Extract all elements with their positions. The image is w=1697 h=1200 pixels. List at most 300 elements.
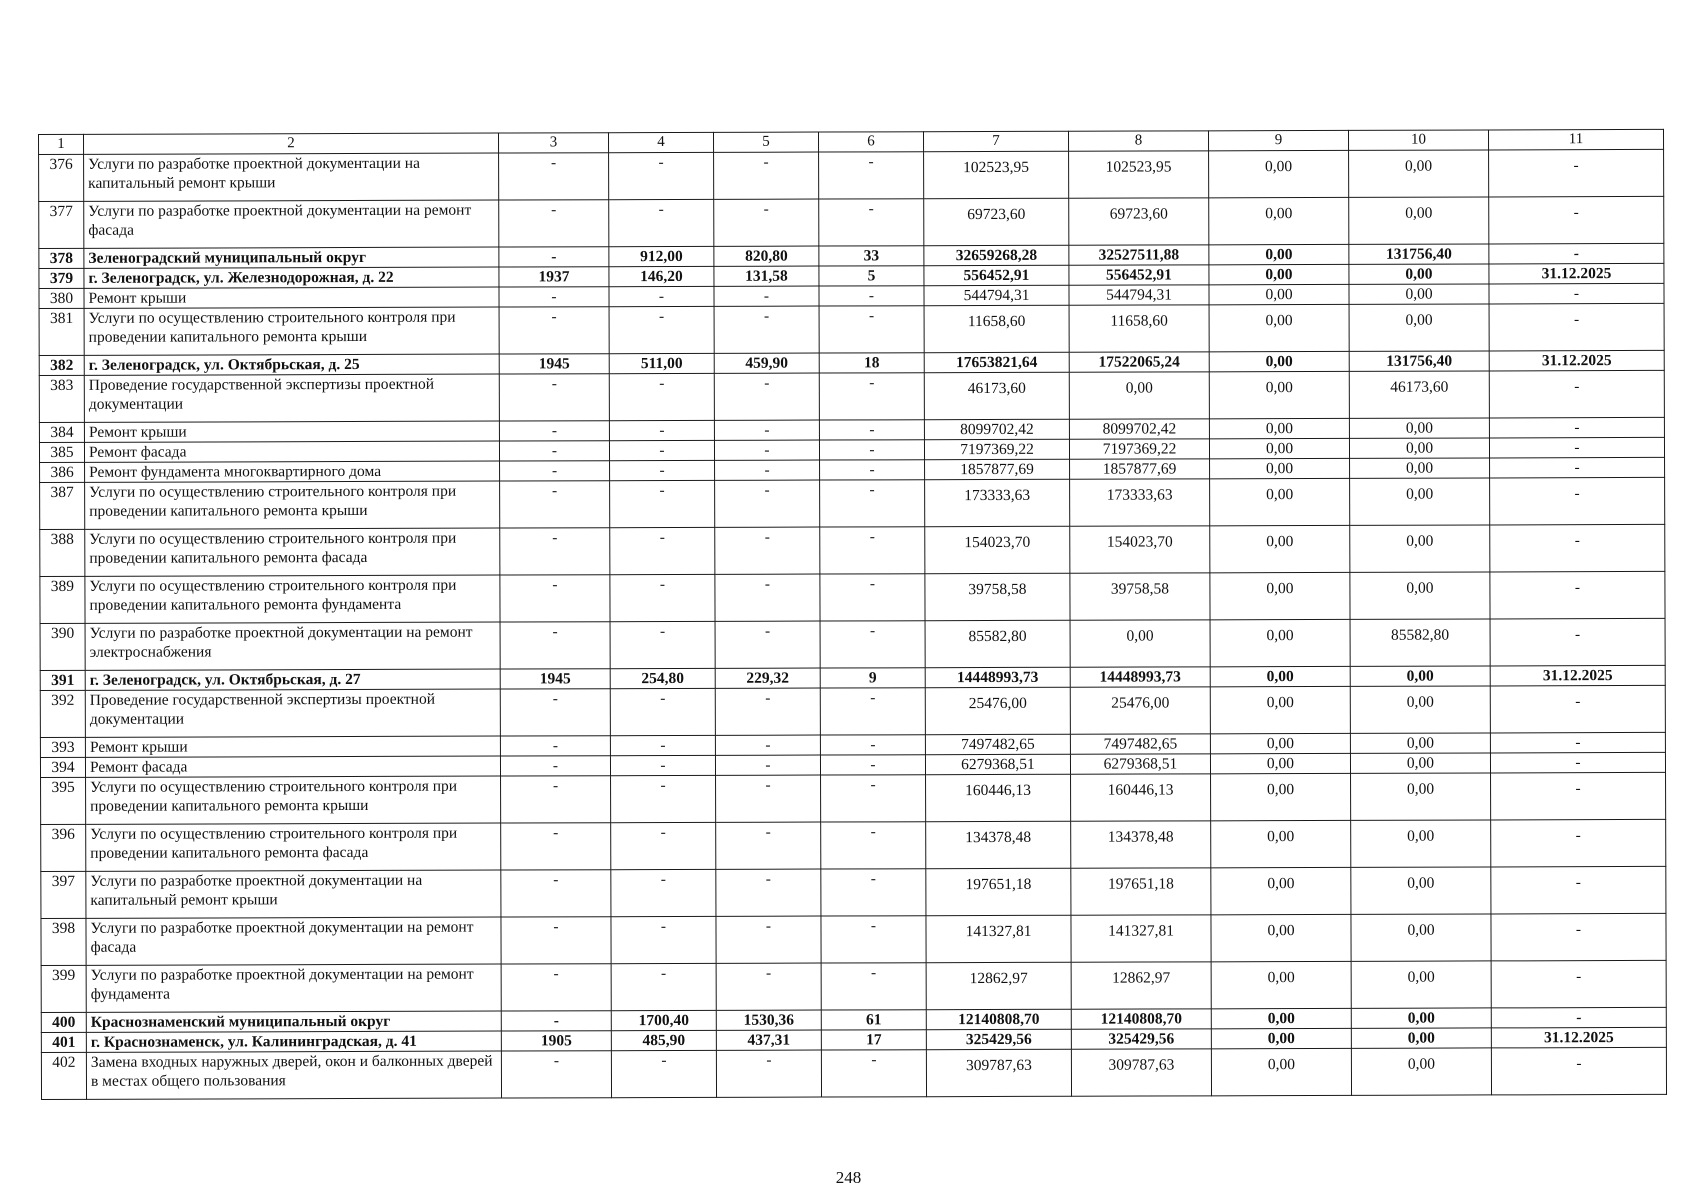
work-name: Ремонт фундамента многоквартирного дома (85, 461, 500, 482)
deadline-cell: - (1489, 149, 1664, 197)
residents-cell: - (820, 460, 925, 480)
work-name: Услуги по разработке проектной документации на капитальный ремонт крыши (84, 153, 499, 201)
table-row (40, 524, 1665, 576)
cost-fund-cell: 197651,18 (1071, 868, 1211, 915)
work-name: Краснознаменский муниципальный округ (86, 1011, 501, 1032)
cost-fund-cell: 173333,63 (1070, 479, 1210, 526)
row-number: 397 (41, 871, 86, 918)
deadline-cell: - (1490, 732, 1665, 753)
cost-budget-cell: 0,00 (1211, 914, 1351, 961)
cost-total-cell: 25476,00 (925, 687, 1070, 734)
year-cell: - (499, 441, 609, 461)
table-row (40, 685, 1665, 737)
cost-total-cell: 39758,58 (925, 573, 1070, 620)
cost-budget-cell: 0,00 (1211, 1048, 1351, 1095)
cost-fund-cell: 309787,63 (1071, 1049, 1211, 1096)
area-total-cell: - (609, 420, 714, 440)
deadline-cell: - (1491, 1007, 1666, 1028)
cost-budget-cell: 0,00 (1211, 867, 1351, 914)
row-number: 401 (41, 1032, 86, 1052)
header-cell: 2 (84, 133, 499, 154)
cost-fund-cell: 12140808,70 (1071, 1009, 1211, 1029)
deadline-cell: - (1491, 1047, 1666, 1095)
area-total-cell: - (611, 1050, 716, 1097)
cost-fund-cell: 7497482,65 (1070, 734, 1210, 754)
work-name: Проведение государственной экспертизы проектной документации (85, 689, 500, 737)
residents-cell: - (821, 963, 926, 1010)
row-number: 379 (39, 268, 84, 288)
area-living-cell: - (714, 420, 819, 440)
header-cell: 5 (713, 132, 818, 152)
cost-fund-cell: 6279368,51 (1070, 754, 1210, 774)
table-row (41, 772, 1666, 824)
year-cell: - (501, 870, 611, 917)
deadline-cell: - (1491, 913, 1666, 961)
cost-total-cell: 14448993,73 (925, 667, 1070, 687)
table-row (39, 370, 1664, 422)
year-cell: - (500, 575, 610, 622)
cost-budget-cell: 0,00 (1211, 820, 1351, 867)
row-number: 399 (41, 965, 86, 1012)
year-cell: - (499, 153, 609, 200)
cost-fund-cell: 7197369,22 (1069, 439, 1209, 459)
deadline-cell: - (1489, 283, 1664, 304)
cost-total-cell: 154023,70 (925, 526, 1070, 573)
cost-owners-cell: 0,00 (1350, 525, 1490, 572)
table-row (40, 618, 1665, 670)
area-total-cell: - (609, 286, 714, 306)
deadline-cell: 31.12.2025 (1489, 350, 1664, 371)
deadline-cell: - (1489, 417, 1664, 438)
row-number: 391 (40, 670, 85, 690)
area-total-cell: - (611, 963, 716, 1010)
deadline-cell: - (1491, 960, 1666, 1008)
work-name: Услуги по осуществлению строительного контроля при проведении капитального ремонта крыши (85, 481, 500, 529)
area-living-cell: 131,58 (714, 266, 819, 286)
deadline-cell: - (1491, 819, 1666, 867)
residents-cell: - (820, 621, 925, 668)
area-living-cell: - (716, 963, 821, 1010)
area-living-cell: - (715, 574, 820, 621)
cost-budget-cell: 0,00 (1209, 351, 1349, 371)
deadline-cell: - (1489, 370, 1664, 418)
area-living-cell: - (716, 916, 821, 963)
area-living-cell: - (716, 822, 821, 869)
year-cell: 1937 (499, 267, 609, 287)
cost-total-cell: 7197369,22 (924, 439, 1069, 459)
header-cell: 9 (1208, 130, 1348, 150)
residents-cell: - (819, 306, 924, 353)
area-living-cell: - (714, 199, 819, 246)
deadline-cell: - (1490, 571, 1665, 619)
cost-budget-cell: 0,00 (1211, 1028, 1351, 1048)
residents-cell: - (820, 527, 925, 574)
cost-budget-cell: 0,00 (1210, 572, 1350, 619)
area-living-cell: - (716, 775, 821, 822)
year-cell: 1945 (500, 669, 610, 689)
cost-fund-cell: 32527511,88 (1069, 245, 1209, 265)
work-name: Услуги по разработке проектной документации на ремонт электроснабжения (85, 622, 500, 670)
cost-fund-cell: 325429,56 (1071, 1029, 1211, 1049)
cost-owners-cell: 0,00 (1349, 197, 1489, 244)
table-row (41, 913, 1666, 965)
cost-total-cell: 85582,80 (925, 620, 1070, 667)
year-cell: - (499, 247, 609, 267)
cost-fund-cell: 134378,48 (1071, 821, 1211, 868)
header-cell: 10 (1348, 130, 1488, 150)
residents-cell: - (820, 735, 925, 755)
area-total-cell: - (609, 440, 714, 460)
deadline-cell: - (1490, 457, 1665, 478)
area-total-cell: 912,00 (609, 246, 714, 266)
cost-fund-cell: 69723,60 (1069, 198, 1209, 245)
work-name: Услуги по осуществлению строительного контроля при проведении капитального ремонта фундамента (85, 575, 500, 623)
work-name: Услуги по осуществлению строительного контроля при проведении капитального ремонта фасада (85, 528, 500, 576)
area-living-cell: - (714, 440, 819, 460)
cost-fund-cell: 12862,97 (1071, 962, 1211, 1009)
cost-fund-cell: 14448993,73 (1070, 667, 1210, 687)
area-living-cell: - (715, 527, 820, 574)
work-name: Зеленоградский муниципальный округ (84, 247, 499, 268)
table-row (41, 819, 1666, 871)
work-name: Проведение государственной экспертизы проектной документации (84, 374, 499, 422)
year-cell: - (499, 374, 609, 421)
cost-total-cell: 32659268,28 (924, 245, 1069, 265)
work-name: Услуги по разработке проектной документации на ремонт фасада (86, 917, 501, 965)
year-cell: - (499, 307, 609, 354)
area-total-cell: - (609, 306, 714, 353)
area-total-cell: - (610, 460, 715, 480)
area-living-cell: - (714, 286, 819, 306)
year-cell: - (501, 823, 611, 870)
year-cell: - (500, 756, 610, 776)
cost-fund-cell: 17522065,24 (1069, 352, 1209, 372)
residents-cell: 61 (821, 1010, 926, 1030)
residents-cell: - (819, 420, 924, 440)
cost-fund-cell: 1857877,69 (1070, 459, 1210, 479)
cost-fund-cell: 0,00 (1070, 620, 1210, 667)
work-name: Услуги по осуществлению строительного контроля при проведении капитального ремонта фасада (86, 823, 501, 871)
residents-cell: 17 (821, 1030, 926, 1050)
area-living-cell: - (714, 306, 819, 353)
year-cell: - (500, 736, 610, 756)
deadline-cell: - (1490, 685, 1665, 733)
cost-budget-cell: 0,00 (1211, 773, 1351, 820)
residents-cell: - (819, 286, 924, 306)
work-name: г. Краснознаменск, ул. Калининградская, д. 41 (86, 1031, 501, 1052)
residents-cell: - (821, 916, 926, 963)
table-row (40, 477, 1665, 529)
row-number: 382 (39, 355, 84, 375)
residents-cell: - (821, 822, 926, 869)
cost-total-cell: 12862,97 (926, 962, 1071, 1009)
row-number: 386 (40, 462, 85, 482)
cost-fund-cell: 8099702,42 (1069, 419, 1209, 439)
row-number: 400 (41, 1012, 86, 1032)
cost-total-cell: 197651,18 (926, 868, 1071, 915)
residents-cell: 9 (820, 668, 925, 688)
work-name: г. Зеленоградск, ул. Железнодорожная, д. 22 (84, 267, 499, 288)
residents-cell: - (820, 688, 925, 735)
header-cell: 11 (1488, 129, 1663, 150)
year-cell: - (501, 964, 611, 1011)
cost-budget-cell: 0,00 (1210, 525, 1350, 572)
area-living-cell: 437,31 (716, 1030, 821, 1050)
work-name: Услуги по разработке проектной документации на капитальный ремонт крыши (86, 870, 501, 918)
cost-total-cell: 12140808,70 (926, 1009, 1071, 1029)
area-living-cell: - (716, 1050, 821, 1097)
cost-total-cell: 173333,63 (925, 479, 1070, 526)
cost-budget-cell: 0,00 (1210, 753, 1350, 773)
cost-owners-cell: 0,00 (1350, 478, 1490, 525)
residents-cell: - (820, 480, 925, 527)
year-cell: - (499, 421, 609, 441)
residents-cell: - (821, 1050, 926, 1097)
area-total-cell: - (610, 574, 715, 621)
cost-budget-cell: 0,00 (1209, 418, 1349, 438)
row-number: 381 (39, 308, 84, 355)
area-living-cell: - (715, 460, 820, 480)
page-number: 248 (835, 1168, 862, 1187)
cost-budget-cell: 0,00 (1209, 197, 1349, 244)
area-total-cell: - (609, 152, 714, 199)
cost-total-cell: 544794,31 (924, 285, 1069, 305)
table-row (41, 866, 1666, 918)
cost-total-cell: 1857877,69 (925, 459, 1070, 479)
cost-owners-cell: 131756,40 (1349, 244, 1489, 264)
header-cell: 8 (1068, 131, 1208, 151)
year-cell: - (501, 1051, 611, 1098)
cost-total-cell: 8099702,42 (924, 419, 1069, 439)
cost-budget-cell: 0,00 (1209, 371, 1349, 418)
area-total-cell: - (611, 916, 716, 963)
header-cell: 6 (818, 132, 923, 152)
row-number: 383 (39, 375, 84, 422)
area-total-cell: - (610, 755, 715, 775)
deadline-cell: - (1491, 866, 1666, 914)
area-living-cell: - (715, 621, 820, 668)
residents-cell: 33 (819, 246, 924, 266)
work-name: Услуги по осуществлению строительного контроля при проведении капитального ремонта крыши (84, 307, 499, 355)
year-cell: - (500, 622, 610, 669)
cost-budget-cell: 0,00 (1210, 666, 1350, 686)
row-number: 378 (39, 248, 84, 268)
residents-cell: - (819, 152, 924, 199)
cost-owners-cell: 0,00 (1351, 773, 1491, 820)
cost-owners-cell: 0,00 (1350, 572, 1490, 619)
row-number: 398 (41, 918, 86, 965)
deadline-cell: 31.12.2025 (1489, 263, 1664, 284)
row-number: 385 (39, 442, 84, 462)
cost-total-cell: 141327,81 (926, 915, 1071, 962)
cost-owners-cell: 0,00 (1349, 304, 1489, 351)
cost-budget-cell: 0,00 (1210, 458, 1350, 478)
cost-budget-cell: 0,00 (1209, 264, 1349, 284)
row-number: 394 (40, 757, 85, 777)
area-living-cell: - (715, 735, 820, 755)
row-number: 396 (41, 824, 86, 871)
work-name: Замена входных наружных дверей, окон и балконных дверей в местах общего пользования (86, 1051, 501, 1099)
row-number: 393 (40, 737, 85, 757)
table-row (40, 571, 1665, 623)
cost-total-cell: 46173,60 (924, 372, 1069, 419)
cost-owners-cell: 0,00 (1351, 1008, 1491, 1028)
cost-fund-cell: 0,00 (1069, 372, 1209, 419)
residents-cell: - (821, 869, 926, 916)
table-row (39, 303, 1664, 355)
year-cell: - (500, 461, 610, 481)
area-living-cell: - (714, 373, 819, 420)
deadline-cell: - (1490, 618, 1665, 666)
area-living-cell: 229,32 (715, 668, 820, 688)
row-number: 384 (39, 422, 84, 442)
work-name: Ремонт фасада (85, 756, 500, 777)
cost-total-cell: 7497482,65 (925, 734, 1070, 754)
cost-budget-cell: 0,00 (1211, 1008, 1351, 1028)
area-living-cell: - (715, 755, 820, 775)
area-total-cell: 1700,40 (611, 1010, 716, 1030)
cost-owners-cell: 0,00 (1350, 686, 1490, 733)
cost-fund-cell: 556452,91 (1069, 265, 1209, 285)
cost-fund-cell: 544794,31 (1069, 285, 1209, 305)
deadline-cell: 31.12.2025 (1491, 1027, 1666, 1048)
cost-owners-cell: 0,00 (1351, 867, 1491, 914)
deadline-cell: - (1489, 243, 1664, 264)
deadline-cell: - (1490, 477, 1665, 525)
cost-owners-cell: 131756,40 (1349, 351, 1489, 371)
work-name: Ремонт крыши (84, 287, 499, 308)
area-total-cell: - (610, 621, 715, 668)
row-number: 377 (39, 201, 84, 248)
area-total-cell: - (610, 480, 715, 527)
area-total-cell: - (611, 869, 716, 916)
deadline-cell: - (1489, 303, 1664, 351)
area-total-cell: 254,80 (610, 668, 715, 688)
cost-total-cell: 17653821,64 (924, 352, 1069, 372)
row-number: 402 (41, 1052, 86, 1099)
year-cell: - (500, 528, 610, 575)
cost-fund-cell: 141327,81 (1071, 915, 1211, 962)
table-row (41, 1047, 1666, 1099)
cost-total-cell: 69723,60 (924, 198, 1069, 245)
row-number: 392 (40, 690, 85, 737)
cost-total-cell: 556452,91 (924, 265, 1069, 285)
year-cell: - (501, 776, 611, 823)
row-number: 387 (40, 482, 85, 529)
area-living-cell: 820,80 (714, 246, 819, 266)
area-total-cell: - (611, 775, 716, 822)
cost-budget-cell: 0,00 (1210, 619, 1350, 666)
cost-budget-cell: 0,00 (1209, 150, 1349, 197)
table-sheet (38, 129, 1666, 1100)
deadline-cell: - (1490, 524, 1665, 572)
cost-fund-cell: 160446,13 (1071, 774, 1211, 821)
area-total-cell: - (611, 822, 716, 869)
area-living-cell: 1530,36 (716, 1010, 821, 1030)
area-total-cell: - (610, 735, 715, 755)
header-cell: 4 (608, 132, 713, 152)
work-name: Ремонт крыши (85, 736, 500, 757)
year-cell: - (501, 917, 611, 964)
year-cell: 1945 (499, 354, 609, 374)
cost-fund-cell: 25476,00 (1070, 687, 1210, 734)
work-name: Услуги по разработке проектной документации на ремонт фасада (84, 200, 499, 248)
cost-total-cell: 11658,60 (924, 305, 1069, 352)
residents-cell: - (819, 373, 924, 420)
area-total-cell: - (609, 373, 714, 420)
cost-budget-cell: 0,00 (1210, 733, 1350, 753)
cost-owners-cell: 0,00 (1349, 150, 1489, 197)
year-cell: - (501, 1011, 611, 1031)
deadline-cell: 31.12.2025 (1490, 665, 1665, 686)
residents-cell: - (819, 199, 924, 246)
row-number: 388 (40, 529, 85, 576)
area-total-cell: - (610, 527, 715, 574)
residents-cell: - (819, 440, 924, 460)
residents-cell: - (820, 755, 925, 775)
cost-total-cell: 309787,63 (926, 1049, 1071, 1096)
cost-fund-cell: 11658,60 (1069, 305, 1209, 352)
cost-budget-cell: 0,00 (1209, 284, 1349, 304)
table-row (39, 149, 1664, 201)
cost-owners-cell: 0,00 (1349, 418, 1489, 438)
cost-total-cell: 102523,95 (924, 151, 1069, 198)
work-name: Ремонт фасада (84, 441, 499, 462)
year-cell: - (499, 200, 609, 247)
work-name: Услуги по разработке проектной документации на ремонт фундамента (86, 964, 501, 1012)
residents-cell: - (820, 574, 925, 621)
work-name: г. Зеленоградск, ул. Октябрьская, д. 27 (85, 669, 500, 690)
deadline-cell: - (1489, 437, 1664, 458)
cost-owners-cell: 0,00 (1349, 438, 1489, 458)
cost-owners-cell: 46173,60 (1349, 371, 1489, 418)
area-living-cell: - (714, 152, 819, 199)
cost-total-cell: 134378,48 (926, 821, 1071, 868)
table-row (41, 960, 1666, 1012)
cost-fund-cell: 102523,95 (1069, 151, 1209, 198)
deadline-cell: - (1490, 752, 1665, 773)
residents-cell: - (821, 775, 926, 822)
area-total-cell: - (610, 688, 715, 735)
area-living-cell: - (715, 480, 820, 527)
work-name: Ремонт крыши (84, 421, 499, 442)
row-number: 389 (40, 576, 85, 623)
cost-budget-cell: 0,00 (1209, 304, 1349, 351)
year-cell: 1905 (501, 1031, 611, 1051)
work-name: Услуги по осуществлению строительного контроля при проведении капитального ремонта крыши (86, 776, 501, 824)
cost-total-cell: 160446,13 (926, 774, 1071, 821)
deadline-cell: - (1489, 196, 1664, 244)
area-total-cell: 511,00 (609, 353, 714, 373)
area-living-cell: 459,90 (714, 353, 819, 373)
year-cell: - (499, 287, 609, 307)
year-cell: - (500, 481, 610, 528)
cost-owners-cell: 0,00 (1351, 1028, 1491, 1048)
row-number: 390 (40, 623, 85, 670)
cost-budget-cell: 0,00 (1210, 478, 1350, 525)
header-cell: 1 (39, 134, 84, 154)
header-cell: 3 (498, 133, 608, 153)
cost-budget-cell: 0,00 (1211, 961, 1351, 1008)
area-living-cell: - (716, 869, 821, 916)
cost-budget-cell: 0,00 (1210, 686, 1350, 733)
cost-owners-cell: 0,00 (1350, 458, 1490, 478)
cost-owners-cell: 0,00 (1351, 914, 1491, 961)
data-table (38, 129, 1667, 1100)
cost-owners-cell: 0,00 (1351, 961, 1491, 1008)
cost-owners-cell: 0,00 (1351, 820, 1491, 867)
area-total-cell: 485,90 (611, 1030, 716, 1050)
